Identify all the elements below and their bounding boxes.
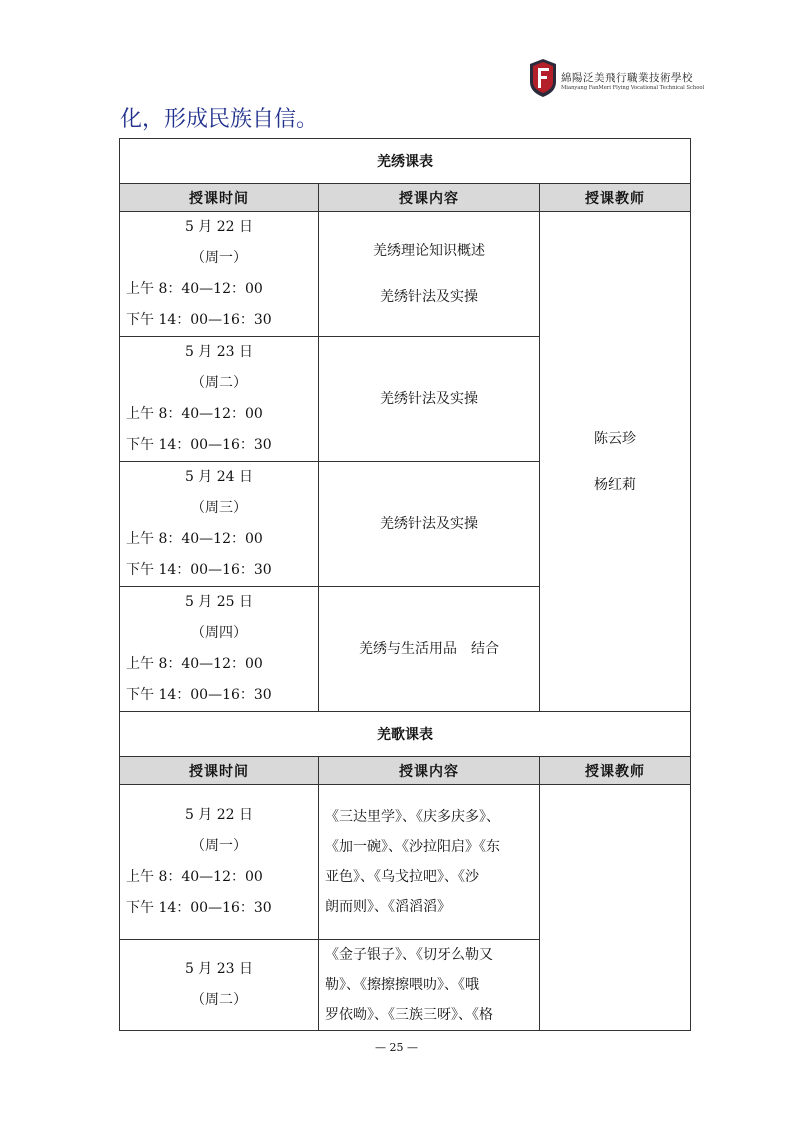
embroidery-table-title: 羌绣课表 xyxy=(120,139,691,184)
time-cell xyxy=(120,462,319,587)
content-line: 羌绣针法及实操 xyxy=(380,391,478,407)
content-line: 朗而则》、《滔滔滔》 xyxy=(325,899,451,915)
weekday: （周二） xyxy=(191,375,247,391)
schedule-table xyxy=(119,138,691,1031)
morning-time: 上午 8：40—12：00 xyxy=(126,869,263,885)
afternoon-time: 下午 14：00—16：30 xyxy=(126,900,272,916)
afternoon-time: 下午 14：00—16：30 xyxy=(126,687,272,703)
weekday: （周一） xyxy=(191,838,247,854)
content-line: 《三达里学》、《庆多庆多》、 xyxy=(325,809,500,825)
weekday: （周三） xyxy=(191,500,247,516)
embroidery-header-row xyxy=(120,184,691,212)
content-line: 羌绣与生活用品 结合 xyxy=(359,641,499,657)
content-cell xyxy=(319,940,540,1031)
header-teacher: 授课教师 xyxy=(540,184,691,212)
content-line: 《金子银子》、《切牙么勒又 xyxy=(325,947,493,963)
content-line: 羌绣针法及实操 xyxy=(380,516,478,532)
embroidery-title-row xyxy=(120,139,691,184)
afternoon-time: 下午 14：00—16：30 xyxy=(126,437,272,453)
content-line: 羌绣理论知识概述 xyxy=(373,243,485,259)
header-time: 授课时间 xyxy=(120,184,319,212)
content-cell xyxy=(319,462,540,587)
afternoon-time: 下午 14：00—16：30 xyxy=(126,312,272,328)
content-line: 亚色》、《乌戈拉吧》、《沙 xyxy=(325,869,479,885)
date: 5 月 23 日 xyxy=(184,344,254,360)
time-cell xyxy=(120,212,319,337)
morning-time: 上午 8：40—12：00 xyxy=(126,406,263,422)
content-line: 羌绣针法及实操 xyxy=(380,289,478,305)
teacher-name: 杨红莉 xyxy=(594,476,636,493)
time-cell xyxy=(120,940,319,1031)
teacher-name: 陈云珍 xyxy=(594,430,636,447)
header-content: 授课内容 xyxy=(319,184,540,212)
school-name-en: Mianyang FanMeri Flying Vocational Technical School xyxy=(561,85,705,91)
morning-time: 上午 8：40—12：00 xyxy=(126,656,263,672)
school-name-cn: 綿陽泛美飛行職業技術學校 xyxy=(561,72,693,84)
content-line: 勒》、《擦擦擦喂叻》、《哦 xyxy=(325,977,479,993)
date: 5 月 25 日 xyxy=(184,594,254,610)
afternoon-time: 下午 14：00—16：30 xyxy=(126,562,272,578)
time-cell xyxy=(120,785,319,940)
table-row xyxy=(120,785,691,940)
intro-text: 化，形成民族自信。 xyxy=(120,107,319,132)
content-cell xyxy=(319,785,540,940)
song-header-row xyxy=(120,757,691,785)
table-row xyxy=(120,212,691,337)
time-cell xyxy=(120,337,319,462)
header-content: 授课内容 xyxy=(319,757,540,785)
teacher-cell xyxy=(540,785,691,1031)
weekday: （周二） xyxy=(191,992,247,1008)
content-cell xyxy=(319,587,540,712)
content-cell xyxy=(319,337,540,462)
time-cell xyxy=(120,587,319,712)
school-logo xyxy=(528,58,708,100)
page-number: — 25 — xyxy=(375,1041,418,1054)
date: 5 月 23 日 xyxy=(184,961,254,977)
shield-logo-icon xyxy=(528,58,558,98)
content-line: 罗依呦》、《三族三呀》、《格 xyxy=(325,1007,493,1023)
weekday: （周一） xyxy=(191,250,247,266)
weekday: （周四） xyxy=(191,625,247,641)
date: 5 月 22 日 xyxy=(184,807,254,823)
header-teacher: 授课教师 xyxy=(540,757,691,785)
teacher-cell xyxy=(540,212,691,712)
morning-time: 上午 8：40—12：00 xyxy=(126,281,263,297)
date: 5 月 24 日 xyxy=(184,469,254,485)
morning-time: 上午 8：40—12：00 xyxy=(126,531,263,547)
header-time: 授课时间 xyxy=(120,757,319,785)
content-cell xyxy=(319,212,540,337)
content-line: 《加一碗》、《沙拉阳启》《东 xyxy=(325,839,500,855)
song-title-row xyxy=(120,712,691,757)
date: 5 月 22 日 xyxy=(184,219,254,235)
song-table-title: 羌歌课表 xyxy=(120,712,691,757)
